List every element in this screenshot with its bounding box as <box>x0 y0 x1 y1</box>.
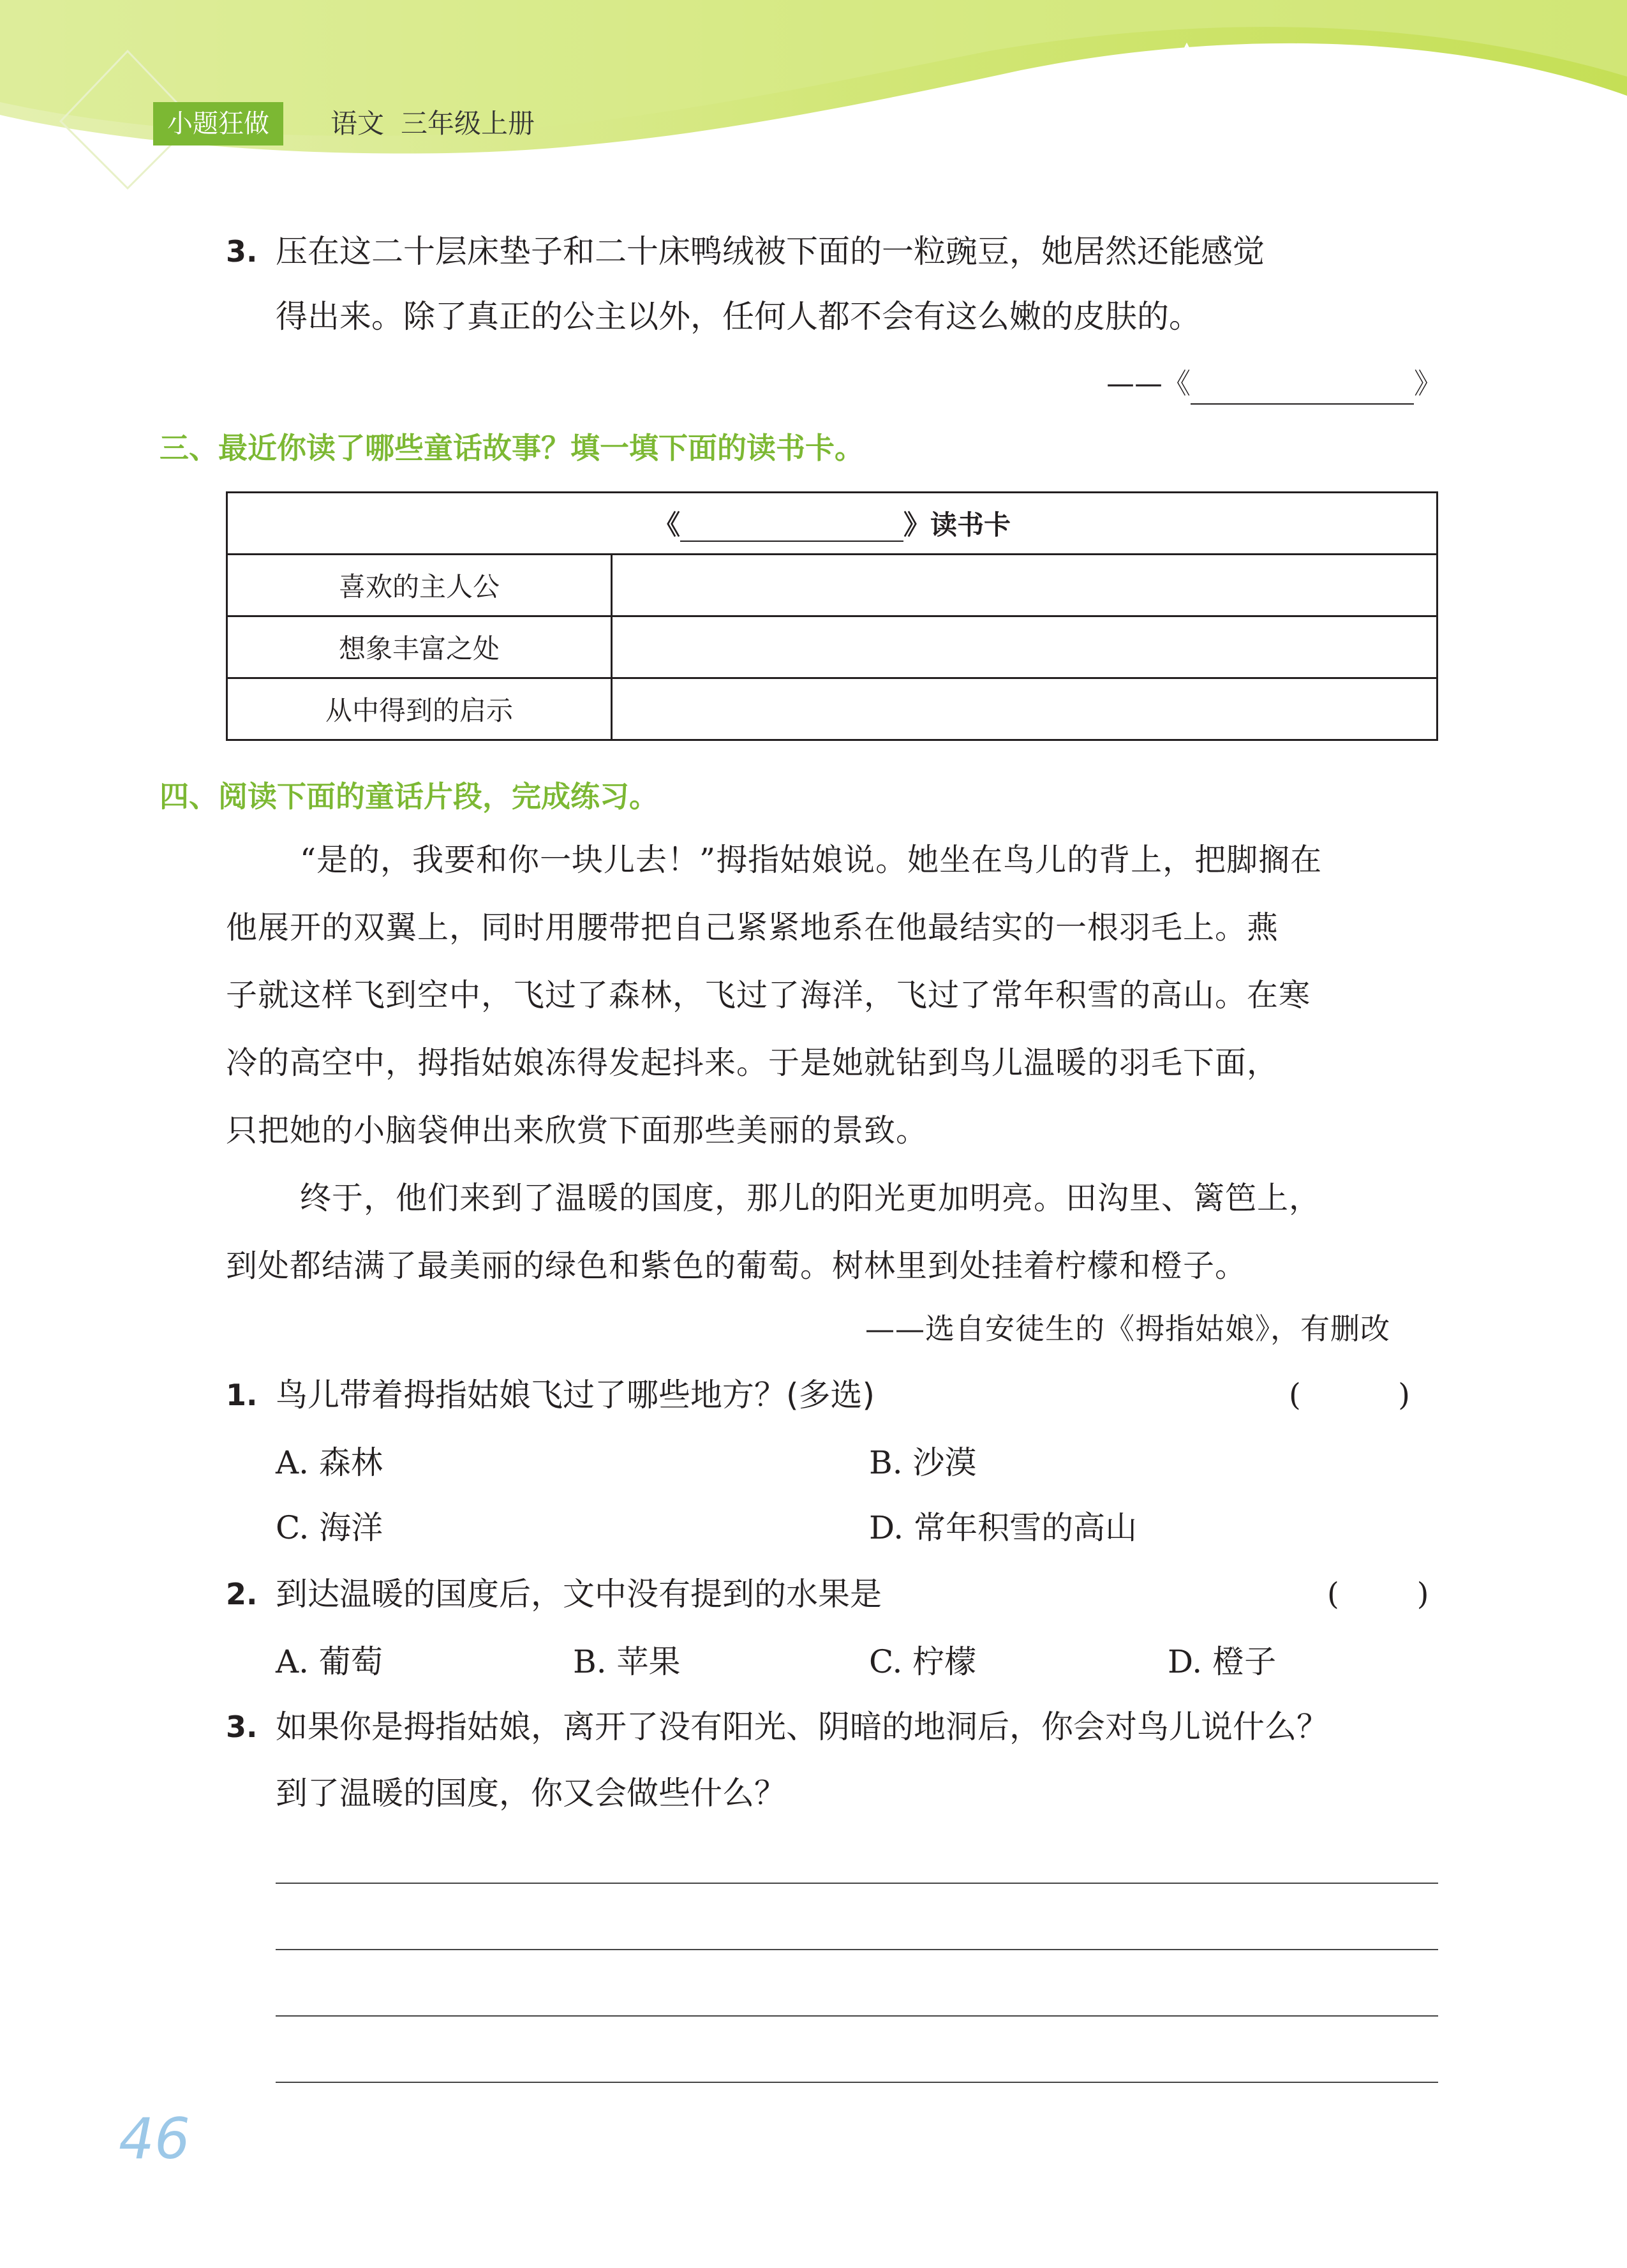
source-answer-blank <box>1106 365 1442 405</box>
subject-label: 语文 <box>331 108 385 139</box>
question-text-line: 压在这二十层床垫子和二十床鸭绒被下面的一粒豌豆，她居然还能感觉 <box>276 233 1265 270</box>
grade-label: 三年级上册 <box>401 108 535 139</box>
card-row-answer[interactable] <box>612 678 1438 740</box>
question-text-line: 到了温暖的国度，你又会做些什么？ <box>276 1775 786 1812</box>
reading-card-title <box>227 493 1438 555</box>
option-c[interactable]: C. 柠檬 <box>869 1643 977 1680</box>
option-a[interactable]: A. 森林 <box>276 1444 383 1481</box>
series-badge: 小题狂做 <box>153 102 283 145</box>
card-title-prefix: 《 <box>653 509 680 541</box>
passage-line: 终于，他们来到了温暖的国度，那儿的阳光更加明亮。田沟里、篱笆上， <box>300 1180 1321 1216</box>
section-title: 四、阅读下面的童话片段，完成练习。 <box>160 779 658 814</box>
card-row-label: 喜欢的主人公 <box>227 555 612 616</box>
option-d[interactable]: D. 常年积雪的高山 <box>869 1509 1138 1546</box>
question-number: 2. <box>226 1577 258 1611</box>
passage-line: “是的，我要和你一块儿去！”拇指姑娘说。她坐在鸟儿的背上，把脚搁在 <box>300 842 1323 878</box>
option-a[interactable]: A. 葡萄 <box>276 1643 383 1680</box>
answer-parentheses[interactable]: ( ) <box>1289 1377 1411 1413</box>
answer-blank[interactable] <box>1191 365 1414 405</box>
option-b[interactable]: B. 苹果 <box>573 1643 681 1680</box>
question-number: 3. <box>226 234 258 269</box>
card-row-answer[interactable] <box>612 555 1438 616</box>
passage-line: 他展开的双翼上，同时用腰带把自己紧紧地系在他最结实的一根羽毛上。燕 <box>226 909 1279 946</box>
card-row-answer[interactable] <box>612 616 1438 678</box>
answer-parentheses[interactable]: ( ) <box>1327 1576 1429 1612</box>
card-row-label: 从中得到的启示 <box>227 678 612 740</box>
question-text: 鸟儿带着拇指姑娘飞过了哪些地方？(多选) <box>276 1376 875 1414</box>
passage-line: 只把她的小脑袋伸出来欣赏下面那些美丽的景致。 <box>226 1112 928 1149</box>
source-suffix: 》 <box>1414 368 1442 400</box>
section-title: 三、最近你读了哪些童话故事？填一填下面的读书卡。 <box>160 431 864 465</box>
question-text: 到达温暖的国度后，文中没有提到的水果是 <box>276 1576 882 1613</box>
passage-line: 冷的高空中，拇指姑娘冻得发起抖来。于是她就钻到鸟儿温暖的羽毛下面， <box>226 1045 1279 1081</box>
option-c[interactable]: C. 海洋 <box>276 1509 383 1546</box>
question-number: 1. <box>226 1378 258 1412</box>
page-number: 46 <box>119 2106 190 2172</box>
answer-line[interactable] <box>276 1883 1438 1884</box>
reading-card <box>226 491 1438 741</box>
passage-source: ——选自安徒生的《拇指姑娘》，有删改 <box>865 1311 1390 1346</box>
card-row-label: 想象丰富之处 <box>227 616 612 678</box>
answer-line[interactable] <box>276 1949 1438 1950</box>
passage-line: 到处都结满了最美丽的绿色和紫色的葡萄。树林里到处挂着柠檬和橙子。 <box>226 1248 1247 1284</box>
answer-line[interactable] <box>276 2082 1438 2083</box>
question-text-line: 如果你是拇指姑娘，离开了没有阳光、阴暗的地洞后，你会对鸟儿说什么？ <box>276 1708 1328 1745</box>
passage-line: 子就这样飞到空中，飞过了森林，飞过了海洋，飞过了常年积雪的高山。在寒 <box>226 977 1311 1013</box>
option-d[interactable]: D. 橙子 <box>1168 1643 1277 1680</box>
answer-line[interactable] <box>276 2015 1438 2017</box>
option-b[interactable]: B. 沙漠 <box>869 1444 977 1481</box>
header-title <box>331 102 551 145</box>
source-prefix: ——《 <box>1106 368 1191 400</box>
card-title-suffix: 》读书卡 <box>903 509 1011 541</box>
book-title-blank[interactable] <box>680 509 903 542</box>
question-text-line: 得出来。除了真正的公主以外，任何人都不会有这么嫩的皮肤的。 <box>276 298 1201 335</box>
question-number: 3. <box>226 1710 258 1744</box>
